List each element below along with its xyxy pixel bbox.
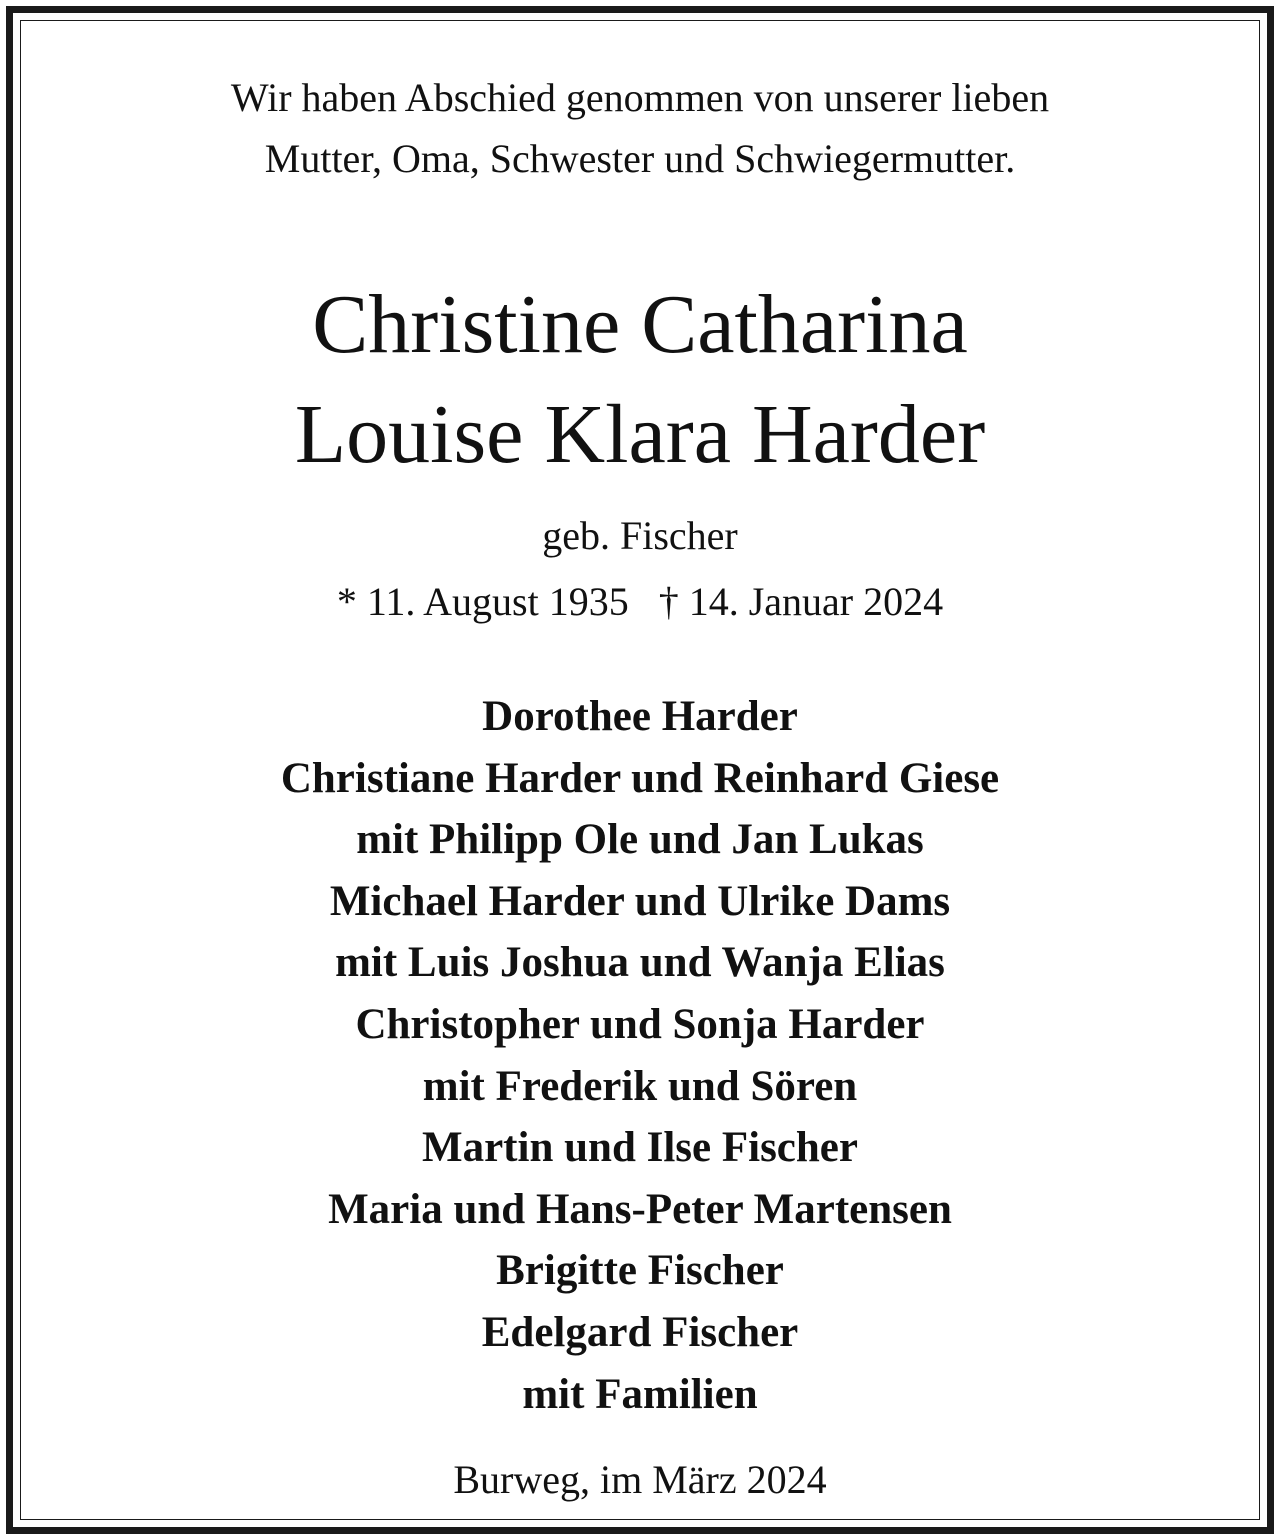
deceased-name-line: Louise Klara Harder xyxy=(294,388,986,481)
intro-line: Wir haben Abschied genommen von unserer lieben xyxy=(230,75,1050,120)
obituary-notice xyxy=(20,20,1260,1520)
mourner-line: Brigitte Fischer xyxy=(496,1247,784,1295)
mourner-line: mit Familien xyxy=(522,1370,758,1418)
mourner-line: mit Frederik und Sören xyxy=(422,1062,858,1110)
deceased-name-line: Christine Catharina xyxy=(312,278,968,371)
mourner-line: Christopher und Sonja Harder xyxy=(355,1000,925,1048)
birth-name: geb. Fischer xyxy=(542,513,738,558)
place-and-date: Burweg, im März 2024 xyxy=(453,1457,827,1502)
mourner-line: mit Philipp Ole und Jan Lukas xyxy=(356,816,924,864)
mourners-list xyxy=(20,686,1260,1425)
mourner-line: Christiane Harder und Reinhard Giese xyxy=(280,754,1000,802)
mourner-line: Maria und Hans-Peter Martensen xyxy=(328,1185,952,1233)
intro-line: Mutter, Oma, Schwester und Schwiegermutter. xyxy=(264,136,1016,181)
life-dates: * 11. August 1935 † 14. Januar 2024 xyxy=(336,579,944,624)
mourner-line: Dorothee Harder xyxy=(482,693,798,740)
mourner-line: Martin und Ilse Fischer xyxy=(422,1124,858,1172)
mourner-line: Michael Harder und Ulrike Dams xyxy=(329,877,951,925)
mourner-line: Edelgard Fischer xyxy=(481,1308,799,1356)
deceased-name xyxy=(20,270,1260,490)
intro-text xyxy=(20,67,1260,189)
mourner-line: mit Luis Joshua und Wanja Elias xyxy=(335,939,945,987)
